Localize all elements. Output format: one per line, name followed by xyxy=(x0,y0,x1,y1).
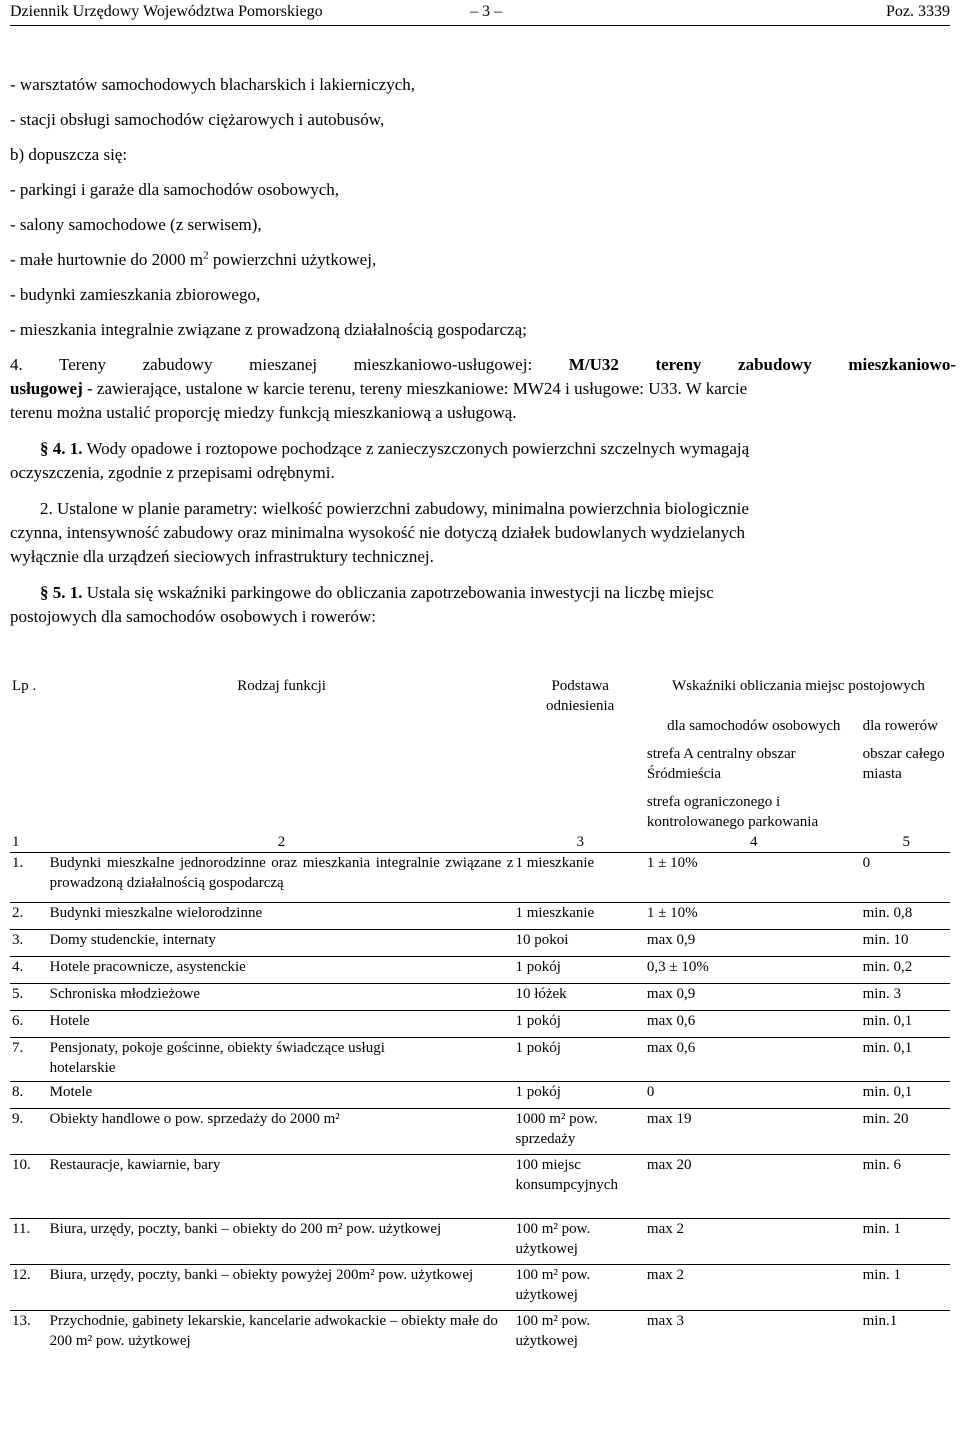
page-header xyxy=(10,0,950,26)
paragraph-line: terenu można ustalić proporcję miedzy funkcją mieszkaniową a usługową. xyxy=(10,403,517,422)
header-indicators: Wskaźniki obliczania miejsc postojowych xyxy=(672,678,925,694)
table-row: 10. Restauracje, kawiarnie, bary 100 miejsc konsumpcyjnych max 20 min. 6 xyxy=(10,1155,950,1219)
table-row: 11. Biura, urzędy, poczty, banki – obiekty do 200 m² pow. użytkowej 100 m² pow. użytkowej max 2 min. 1 xyxy=(10,1219,950,1265)
page-number: – 3 – xyxy=(470,3,502,20)
list-item: - salony samochodowe (z serwisem), xyxy=(10,215,262,234)
header-function: Rodzaj funkcji xyxy=(237,678,326,694)
paragraph-line: oczyszczenia, zgodnie z przepisami odrębnymi. xyxy=(10,463,335,482)
paragraph-line: 4. Tereny zabudowy mieszanej mieszkaniowo-usługowej: M/U32 tereny zabudowy mieszkaniowo- xyxy=(10,355,956,374)
paragraph-line: czynna, intensywność zabudowy oraz minimalna wysokość nie dotyczą działek budowlanych wydzielanych xyxy=(10,523,746,542)
column-numbers-row: 1 2 3 4 5 xyxy=(10,832,950,853)
header-city-area: obszar całego miasta xyxy=(862,746,945,782)
table-row: 13. Przychodnie, gabinety lekarskie, kancelarie adwokackie – obiekty małe do 200 m² pow. użytkowej 100 m² pow. użytkowej max 3 min.1 xyxy=(12,1313,898,1349)
header-lp: Lp . xyxy=(12,678,37,694)
header-basis: Podstawa odniesienia xyxy=(546,678,615,714)
paragraph-line: 2. Ustalone w planie parametry: wielkość powierzchni zabudowy, minimalna powierzchnia biologicznie xyxy=(40,499,749,518)
table-row: 5. Schroniska młodzieżowe 10 łóżek max 0,9 min. 3 xyxy=(10,984,950,1011)
paragraph-line: postojowych dla samochodów osobowych i rowerów: xyxy=(10,607,376,626)
list-item: - warsztatów samochodowych blacharskich i lakierniczych, xyxy=(10,75,416,94)
table-row: 6. Hotele 1 pokój max 0,6 min. 0,1 xyxy=(10,1011,950,1038)
paragraph-line: § 4. 1. Wody opadowe i roztopowe pochodzące z zanieczyszczonych powierzchni szczelnych wymagają xyxy=(40,439,750,458)
parking-indicators-table xyxy=(10,676,950,1355)
section-label: b) dopuszcza się: xyxy=(10,145,128,164)
header-rule xyxy=(10,25,950,26)
list-item: - stacji obsługi samochodów ciężarowych i autobusów, xyxy=(10,110,385,129)
list-item: - parkingi i garaże dla samochodów osobowych, xyxy=(10,180,340,199)
list-item: - budynki zamieszkania zbiorowego, xyxy=(10,285,261,304)
list-item: - małe hurtownie do 2000 $m^2$ powierzchni użytkowej, xyxy=(10,249,377,269)
table-row: 3. Domy studenckie, internaty 10 pokoi max 0,9 min. 10 xyxy=(10,930,950,957)
table-header-row xyxy=(10,676,950,716)
table-row: 4. Hotele pracownicze, asystenckie 1 pokój 0,3 ± 10% min. 0,2 xyxy=(10,957,950,984)
header-restricted-zone: strefa ograniczonego i kontrolowanego parkowania xyxy=(646,794,819,830)
table-row: 9. Obiekty handlowe o pow. sprzedaży do 2000 m² 1000 m² pow. sprzedaży max 19 min. 20 xyxy=(10,1109,950,1155)
table-row: 1. Budynki mieszkalne jednorodzinne oraz mieszkania integralnie związane z prowadzoną działalnością gospodarczą 1 mieszkanie 1 ± 10% 0 xyxy=(10,853,950,903)
paragraph-line: wyłącznie dla urządzeń sieciowych infrastruktury technicznej. xyxy=(10,547,434,566)
table-row: 2. Budynki mieszkalne wielorodzinne 1 mieszkanie 1 ± 10% min. 0,8 xyxy=(10,903,950,930)
header-zone-a: strefa A centralny obszar Śródmieścia xyxy=(646,746,796,782)
header-bicycles: dla rowerów xyxy=(862,718,939,734)
header-cars: dla samochodów osobowych xyxy=(667,718,841,734)
table-row: 12. Biura, urzędy, poczty, banki – obiekty powyżej 200m² pow. użytkowej 100 m² pow. użytkowej max 2 min. 1 xyxy=(10,1265,950,1311)
table-row: 7. Pensjonaty, pokoje gościnne, obiekty świadczące usługi hotelarskie 1 pokój max 0,6 min. 0,1 xyxy=(10,1038,950,1082)
position-number: Poz. 3339 xyxy=(886,3,950,20)
paragraph-line: § 5. 1. Ustala się wskaźniki parkingowe do obliczania zapotrzebowania inwestycji na liczbę miejsc xyxy=(40,583,714,602)
table-row: 8. Motele 1 pokój 0 min. 0,1 xyxy=(10,1082,950,1109)
list-item: - mieszkania integralnie związane z prowadzoną działalnością gospodarczą; xyxy=(10,320,527,339)
paragraph-line: usługowej - zawierające, ustalone w karcie terenu, tereny mieszkaniowe: MW24 i usługowe: U33. W karcie xyxy=(10,379,748,398)
journal-title: Dziennik Urzędowy Województwa Pomorskiego xyxy=(10,3,323,20)
